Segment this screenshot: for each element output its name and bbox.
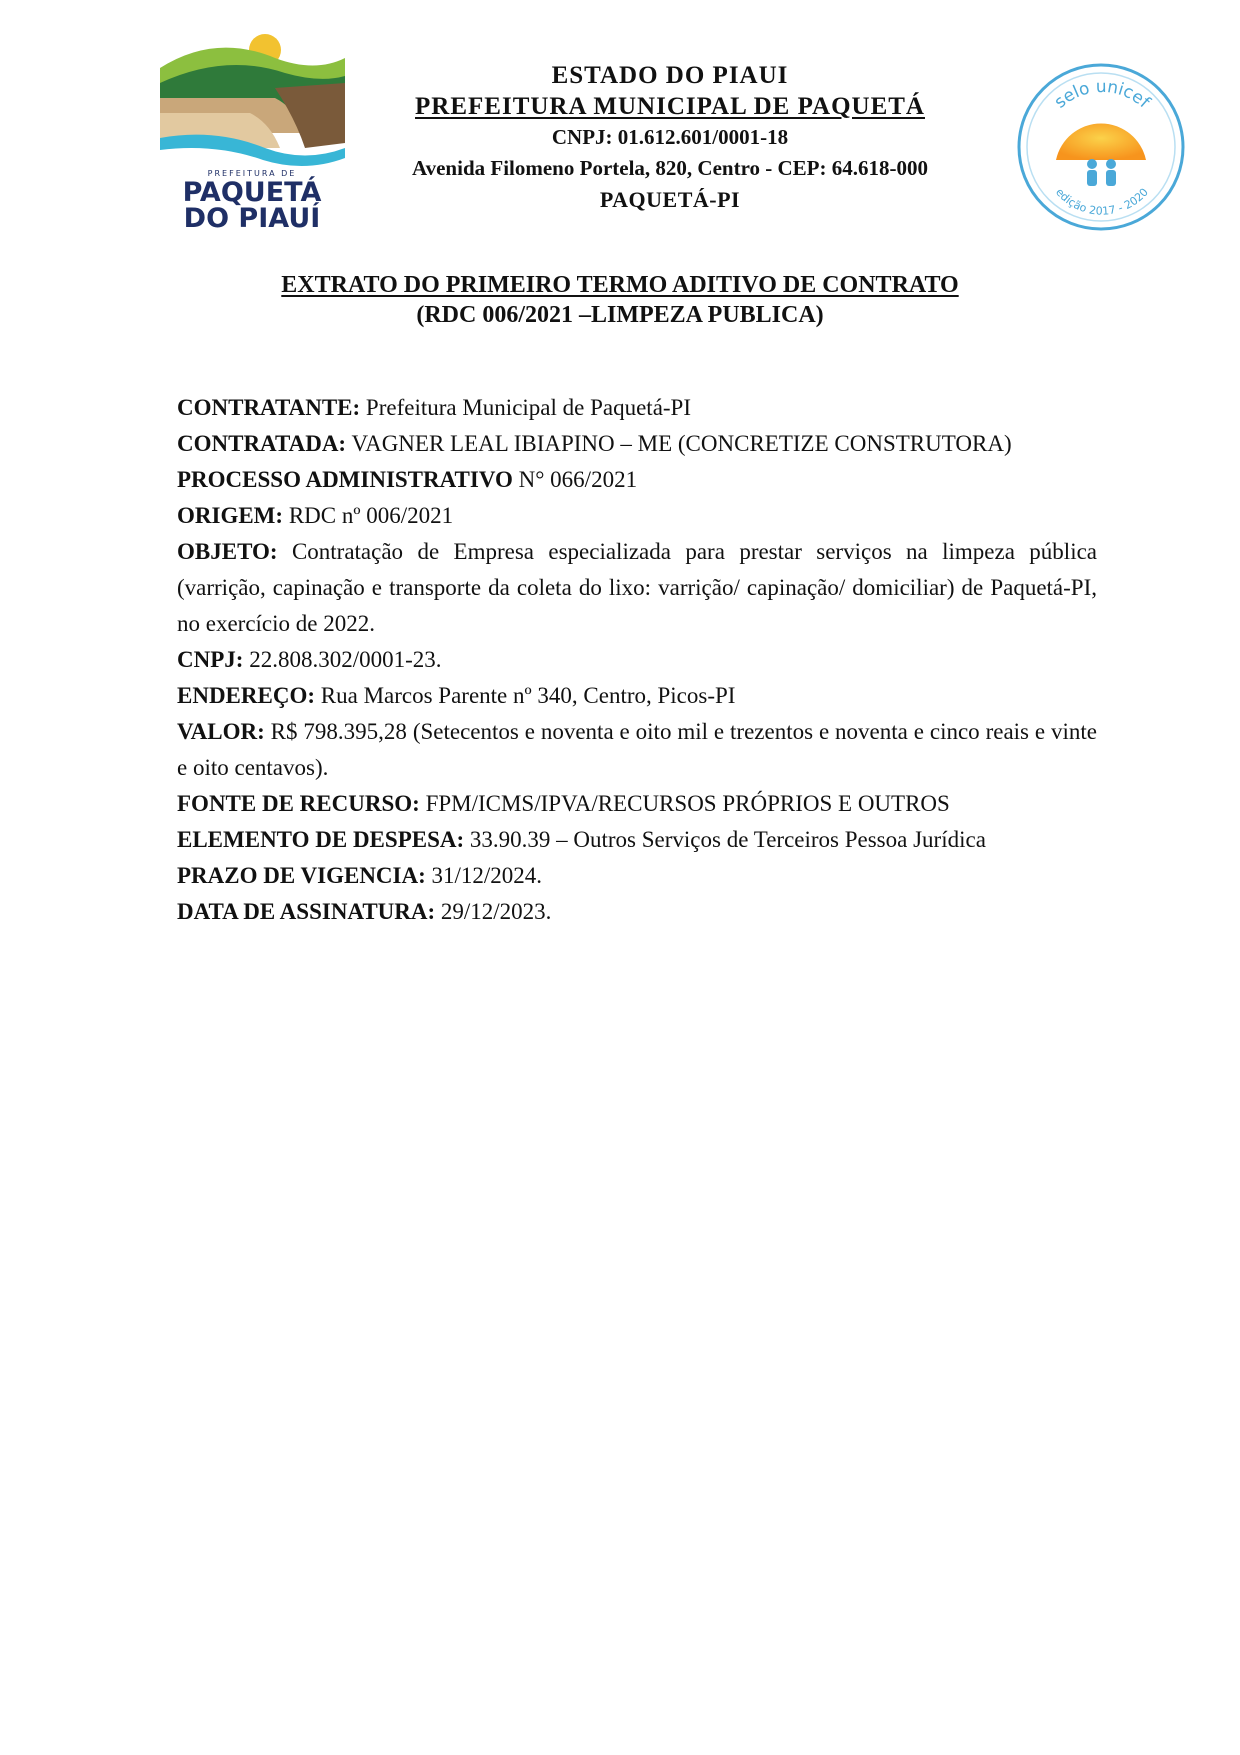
field-value: 33.90.39 – Outros Serviços de Terceiros Pessoa Jurídica [469,827,986,852]
field-label: ENDEREÇO: [177,683,316,708]
field-value: Rua Marcos Parente nº 340, Centro, Picos-PI [320,683,736,708]
field-label: CNPJ: [177,647,244,672]
field-contratante [177,390,1097,426]
field-value: Prefeitura Municipal de Paquetá-PI [365,395,692,420]
field-label: VALOR: [177,719,265,744]
field-label: ORIGEM: [177,503,284,528]
field-processo [177,462,1097,498]
field-value: N° 066/2021 [518,467,638,492]
title-line1: EXTRATO DO PRIMEIRO TERMO ADITIVO DE CONTRATO [281,272,959,298]
header-cnpj: CNPJ: 01.612.601/0001-18 [551,125,789,149]
field-label: OBJETO: [177,539,278,564]
field-fonte [177,786,1097,822]
header-state: ESTADO DO PIAUI [551,62,789,89]
field-value: 31/12/2024. [431,863,543,888]
field-cnpj [177,642,1097,678]
field-value: 22.808.302/0001-23. [249,647,442,672]
field-value: Contratação de Empresa especializada para prestar serviços na limpeza pública (varrição, capinação e transporte da coleta do lixo: varrição/ capinação/ domiciliar) de Paquetá-PI, no exercício de 2022. [177,539,1098,636]
letterhead [340,60,1000,215]
header-prefeitura: PREFEITURA MUNICIPAL DE PAQUETÁ [415,93,925,120]
field-label: CONTRATADA: [177,431,347,456]
field-value: RDC nº 006/2021 [288,503,454,528]
field-origem [177,498,1097,534]
field-prazo [177,858,1097,894]
seal-top-text: selo unicef [1050,76,1154,113]
field-valor [177,714,1097,786]
field-value: 29/12/2023. [440,899,552,924]
logo-name-line1: PAQUETÁ [182,177,322,208]
title-line2: (RDC 006/2021 –LIMPEZA PUBLICA) [416,302,824,328]
field-elemento [177,822,1097,858]
field-data [177,894,1097,930]
field-label: ELEMENTO DE DESPESA: [177,827,465,852]
header-city: PAQUETÁ-PI [599,187,741,212]
field-objeto [177,534,1097,642]
document-title [155,270,1085,330]
logo-small-text: PREFEITURA DE [207,169,297,178]
field-value: FPM/ICMS/IPVA/RECURSOS PRÓPRIOS E OUTROS [425,791,950,816]
field-label: PROCESSO ADMINISTRATIVO [177,467,513,492]
field-label: CONTRATANTE: [177,395,361,420]
field-contratada [177,426,1097,462]
contract-extract-body [177,390,1097,930]
field-label: DATA DE ASSINATURA: [177,899,436,924]
field-label: PRAZO DE VIGENCIA: [177,863,426,888]
field-value: R$ 798.395,28 (Setecentos e noventa e oito mil e trezentos e noventa e cinco reais e vinte e oito centavos). [177,719,1097,780]
field-endereco [177,678,1097,714]
logo-name-line2: DO PIAUÍ [183,203,321,234]
field-label: FONTE DE RECURSO: [177,791,420,816]
selo-unicef-seal [1014,60,1189,235]
header-address: Avenida Filomeno Portela, 820, Centro - CEP: 64.618-000 [412,156,928,180]
paqueta-do-piaui-logo [155,28,350,238]
seal-bottom-text: edição 2017 - 2020 [1053,185,1151,218]
field-value: VAGNER LEAL IBIAPINO – ME (CONCRETIZE CONSTRUTORA) [351,431,1012,456]
